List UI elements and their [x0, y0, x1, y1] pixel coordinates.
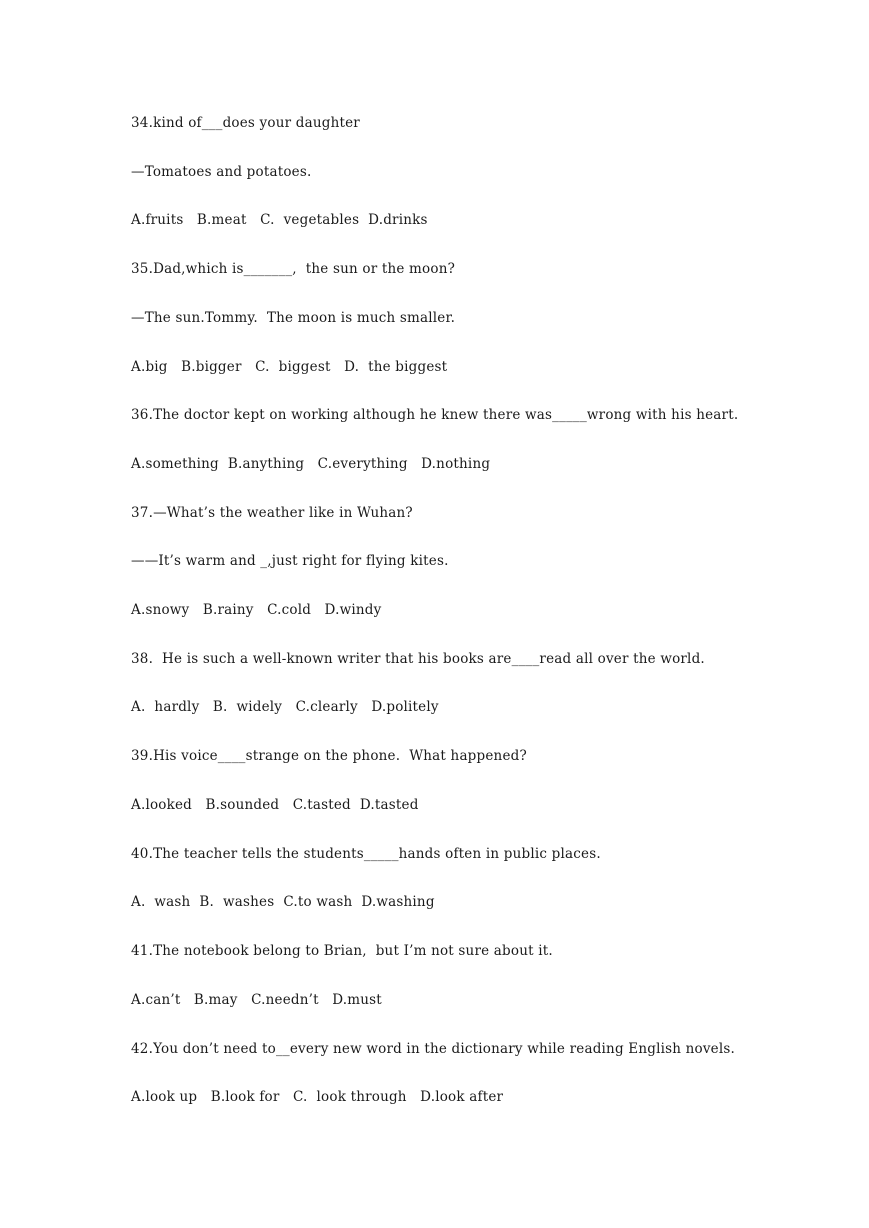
question-stem: 41.The notebook belong to Brian, but I’m not sure about it.: [131, 943, 553, 959]
question-options: A.snowy B.rainy C.cold D.windy: [131, 602, 382, 618]
question-reply: —Tomatoes and potatoes.: [131, 164, 312, 180]
question-options: A.look up B.look for C. look through D.look after: [131, 1089, 504, 1105]
question-options: A.fruits B.meat C. vegetables D.drinks: [131, 212, 428, 228]
question-stem: 39.His voice____strange on the phone. What happened?: [131, 748, 527, 764]
question-stem: 37.—What’s the weather like in Wuhan?: [131, 505, 413, 521]
question-reply: ——It’s warm and _,just right for flying kites.: [131, 553, 449, 569]
question-options: A. wash B. washes C.to wash D.washing: [131, 894, 435, 910]
question-stem: 40.The teacher tells the students_____hands often in public places.: [131, 846, 601, 862]
question-stem: 35.Dad,which is_______, the sun or the moon?: [131, 261, 456, 277]
question-options: A.big B.bigger C. biggest D. the biggest: [131, 359, 448, 375]
question-stem: 42.You don’t need to__every new word in the dictionary while reading English novels.: [131, 1041, 735, 1057]
question-options: A.looked B.sounded C.tasted D.tasted: [131, 797, 419, 813]
question-stem: 34.kind of___does your daughter: [131, 115, 360, 131]
question-options: A.something B.anything C.everything D.nothing: [131, 456, 491, 472]
question-options: A. hardly B. widely C.clearly D.politely: [131, 699, 439, 715]
question-stem: 38. He is such a well-known writer that his books are____read all over the world.: [131, 651, 705, 667]
question-reply: —The sun.Tommy. The moon is much smaller.: [131, 310, 456, 326]
question-options: A.can’t B.may C.needn’t D.must: [131, 992, 382, 1008]
question-stem: 36.The doctor kept on working although he knew there was_____wrong with his heart.: [131, 407, 739, 423]
